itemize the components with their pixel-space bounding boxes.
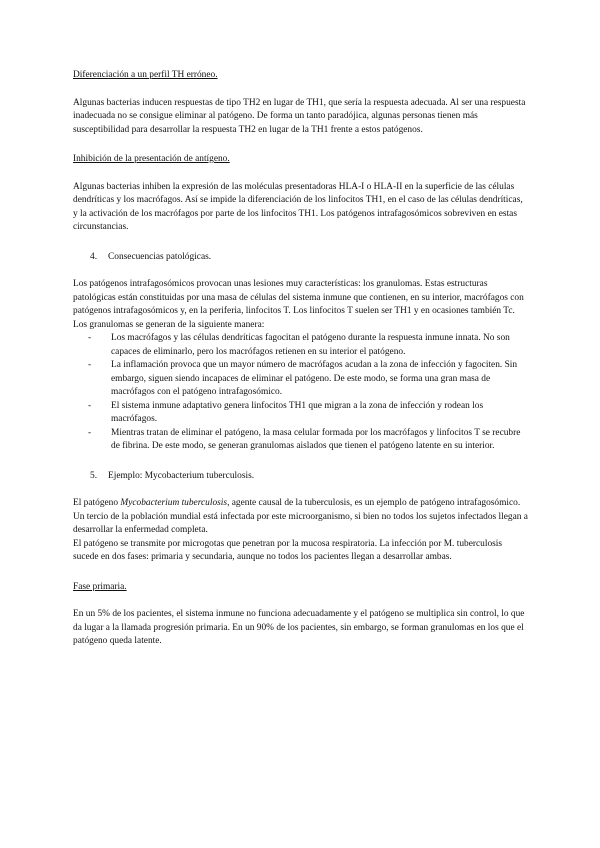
document-content [73,69,528,649]
dash-bullet: - [88,333,92,343]
paragraph-example-2: El patógeno se transmite por microgotas que penetran por la mucosa respiratoria. La infección por M. tuberculosis sucede en dos fases: primaria y secundaria, aunque no todos los pacientes llegan a desarrollar ambas. [73,538,503,562]
heading-th-profile: Diferenciación a un perfil TH erróneo. [73,70,218,80]
section-5-title [90,470,528,484]
paragraph-th-profile: Algunas bacterias inducen respuestas de tipo TH2 en lugar de TH1, que sería la respuesta adecuada. Al ser una respuesta inadecuada no se consigue eliminar al patógeno. De forma un tanto paradójica, algunas personas tienen más susceptibilidad para desarrollar la respuesta TH2 en lugar de la TH1 frente a estos patógenos. [73,97,526,135]
paragraph-antigen: Algunas bacterias inhiben la expresión de las moléculas presentadoras HLA-I o HLA-II en la superficie de las células dendríticas y los macrófagos. Así se impide la diferenciación de los linfocitos TH1, en el caso de las células dendríticas, y la activación de los macrófagos por parte de los linfocitos TH1. Los patógenos intrafagosómicos sobreviven en estas circunstancias. [73,181,523,232]
list-item: - El sistema inmune adaptativo genera linfocitos TH1 que migran a la zona de infección y rodean los macrófagos. [73,400,528,427]
list-item: - La inflamación provoca que un mayor número de macrófagos acudan a la zona de infección y fagociten. Sin embargo, siguen siendo incapaces de eliminar el patógeno. De este modo, se forma una gran masa de macrófagos con el patógeno intrafagosómico. [73,359,528,400]
section-4-title-text: Consecuencias patológicas. [108,251,212,262]
granuloma-steps-list [73,332,528,454]
section-4-number: 4. [90,251,98,262]
dash-bullet: - [88,427,92,438]
section-4-title [90,251,528,265]
dash-bullet: - [88,360,92,370]
list-item: - Los macrófagos y las células dendríticas fagocitan el patógeno durante la respuesta inmune innata. No son capaces de eliminarlo, pero los macrófagos retienen en su interior el patógeno. [73,332,528,359]
species-name: Mycobacterium tuberculosis [120,498,228,508]
list-item: - Mientras tratan de eliminar el patógeno, la masa celular formada por los macrófagos y linfocitos T se recubre de fibrina. De este modo, se generan granulomas aislados que tienen el patógeno latente en su interior. [73,427,528,454]
heading-primary-phase: Fase primaria. [73,581,127,592]
section-5-number: 5. [90,470,98,481]
paragraph-consequences: Los patógenos intrafagosómicos provocan unas lesiones muy características: los granulomas. Estas estructuras patológicas están constituidas por una masa de células del sistema inmune que contienen, en su interior, macrófagos con patógenos intrafagosómicos y, en la periferia, linfocitos T. Los linfocitos T suelen ser TH1 y en ocasiones también Tc. Los granulomas se generan de la siguiente manera: [73,279,524,330]
heading-antigen: Inhibición de la presentación de antígeno. [73,154,230,164]
section-5-title-text: Ejemplo: Mycobacterium tuberculosis. [108,470,255,481]
paragraph-example-1: El patógeno Mycobacterium tuberculosis, agente causal de la tuberculosis, es un ejemplo de patógeno intrafagosómico. Un tercio de la población mundial está infectada por este microorganismo, si bien no todos los sujetos infectados llegan a desarrollar la enfermedad completa. [73,498,528,535]
paragraph-primary-phase: En un 5% de los pacientes, el sistema inmune no funciona adecuadamente y el patógeno se multiplica sin control, lo que da lugar a la llamada progresión primaria. En un 90% de los pacientes, sin embargo, se forman granulomas en los que el patógeno queda latente. [73,609,525,646]
dash-bullet: - [88,400,92,411]
